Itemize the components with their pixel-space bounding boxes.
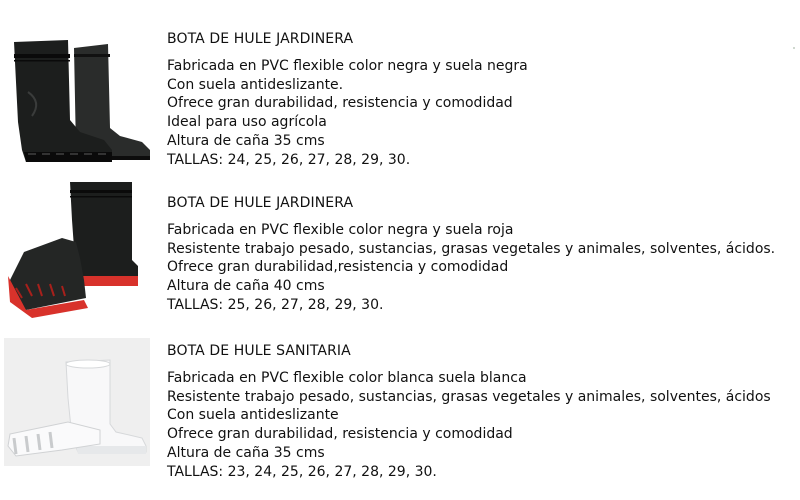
white-sanitary-boots-icon (4, 338, 150, 466)
product-detail-line: Ofrece gran durabilidad, resistencia y comodidad (167, 426, 513, 443)
product-text-2 (167, 194, 797, 315)
product-detail-line: Resistente trabajo pesado, sustancias, grasas vegetales y animales, solventes, ácidos. (167, 240, 776, 257)
black-rubber-boots-black-sole-icon (4, 32, 154, 172)
product-title: BOTA DE HULE JARDINERA (167, 195, 354, 211)
decorative-dot (793, 47, 795, 49)
product-title: BOTA DE HULE SANITARIA (167, 343, 351, 359)
product-detail-line: Ideal para uso agrícola (167, 114, 327, 131)
product-detail-line: Fabricada en PVC flexible color blanca suela blanca (167, 370, 527, 386)
black-rubber-boots-red-sole-icon (4, 180, 154, 320)
product-detail-line: Con suela antideslizante. (167, 76, 344, 93)
product-detail-line: Ofrece gran durabilidad,resistencia y comodidad (167, 259, 509, 276)
product-detail-line: Altura de caña 35 cms (167, 444, 325, 461)
product-detail-line: TALLAS: 24, 25, 26, 27, 28, 29, 30. (167, 151, 411, 168)
product-detail-line: Fabricada en PVC flexible color negra y suela negra (167, 58, 528, 74)
product-title: BOTA DE HULE JARDINERA (167, 31, 354, 47)
product-detail-line: Fabricada en PVC flexible color negra y suela roja (167, 222, 514, 238)
product-text-1 (167, 30, 797, 169)
product-detail-line: TALLAS: 23, 24, 25, 26, 27, 28, 29, 30. (167, 463, 437, 480)
product-detail-line: Resistente trabajo pesado, sustancias, grasas vegetales y animales, solventes, ácidos (167, 388, 771, 405)
product-detail-line: Ofrece gran durabilidad, resistencia y comodidad (167, 95, 513, 112)
product-detail-line: Altura de caña 40 cms (167, 278, 325, 295)
product-detail-line: TALLAS: 25, 26, 27, 28, 29, 30. (167, 296, 384, 313)
product-detail-line: Con suela antideslizante (167, 407, 339, 424)
product-text-3 (167, 342, 797, 481)
product-detail-line: Altura de caña 35 cms (167, 132, 325, 149)
